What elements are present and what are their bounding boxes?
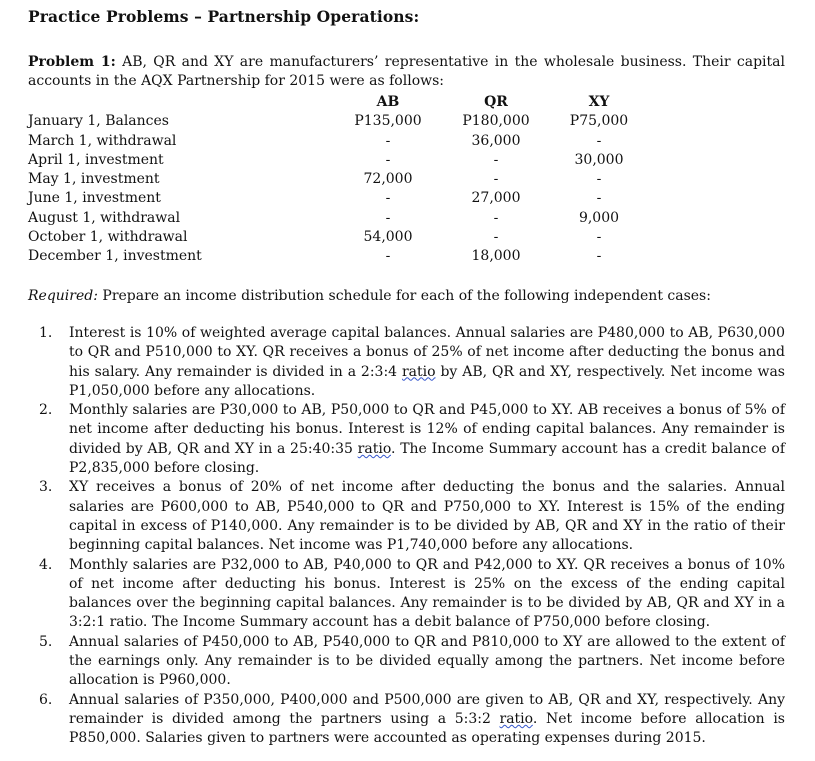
cell-ab: -: [385, 151, 391, 168]
cell-ab: -: [385, 132, 391, 149]
page-title: Practice Problems – Partnership Operations:: [28, 7, 420, 26]
problem-1-intro: [28, 53, 785, 92]
row-label: March 1, withdrawal: [28, 132, 177, 149]
table-row: [28, 112, 638, 131]
cell-ab: -: [385, 190, 391, 207]
item-text: Annual salaries of P450,000 to AB, P540,000 to QR and P810,000 to XY are allowed to the extent of the earnings only. Any remainder is to be divided equally among the partners. Net income before allocation is P960,000.: [69, 633, 785, 689]
cell-qr: -: [493, 171, 499, 188]
cell-qr: 18,000: [471, 248, 521, 265]
row-label: August 1, withdrawal: [28, 209, 181, 226]
item-text-continued: by AB, QR and XY, respectively. Net income was P1,050,000 before any allocations.: [69, 363, 785, 399]
table-row: [28, 170, 638, 189]
item-text: XY receives a bonus of 20% of net income after deducting the bonus and the salaries. Annual salaries are P600,000 to AB, P540,000 to QR and P750,000 to XY. Interest is 15% of the ending capital in excess of P140,000. Any remainder is to be divided by AB, QR and XY in the ratio of their beginning capital balances. Net income was P1,740,000 before any allocations.: [69, 479, 785, 554]
table-header-row: [28, 93, 638, 112]
item-number: 5.: [39, 633, 53, 650]
problem-1-label: Problem 1:: [28, 54, 116, 70]
row-label: May 1, investment: [28, 171, 160, 188]
cell-qr: -: [493, 229, 499, 246]
cell-xy: 30,000: [574, 151, 624, 168]
capital-accounts-table: [28, 93, 638, 267]
row-label: January 1, Balances: [28, 113, 169, 130]
cell-xy: -: [596, 190, 602, 207]
cell-xy: 9,000: [578, 209, 620, 226]
header-xy: XY: [588, 94, 610, 110]
item-text: Monthly salaries are P30,000 to AB, P50,000 to QR and P45,000 to XY. AB receives a bonus of 5% of net income after deducting his bonus. Interest is 12% of ending capital balances. Any remainder is divided by AB, QR and XY in a 25:40:35: [69, 402, 785, 457]
cell-qr: 27,000: [471, 190, 521, 207]
table-row: [28, 189, 638, 208]
item-number: 3.: [39, 479, 53, 496]
spellcheck-marked-word: ratio: [401, 363, 436, 380]
item-text: Annual salaries of P350,000, P400,000 and P500,000 are given to AB, QR and XY, respectively. Any remainder is divided among the partners using a 5:3:2: [69, 691, 785, 727]
table-row: [28, 132, 638, 151]
list-item: [28, 691, 785, 749]
row-label: June 1, investment: [28, 190, 161, 207]
header-ab: AB: [376, 94, 400, 110]
cell-ab: -: [385, 209, 391, 226]
cell-xy: -: [596, 171, 602, 188]
cell-xy: -: [596, 132, 602, 149]
cell-ab: 54,000: [363, 229, 413, 246]
list-item: [28, 324, 785, 401]
cell-ab: P135,000: [354, 113, 422, 130]
cell-ab: -: [385, 248, 391, 265]
table-row: [28, 247, 638, 266]
item-number: 4.: [39, 556, 53, 573]
cell-xy: -: [596, 229, 602, 246]
list-item: [28, 401, 785, 478]
item-text-continued: . The Income Summary account has a credit balance of P2,835,000 before closing.: [69, 440, 785, 477]
table-row: [28, 151, 638, 170]
item-text-continued: . Net income before allocation is P850,000. Salaries given to partners were accounted as operating expenses during 2015.: [69, 710, 785, 747]
table-body: [28, 112, 638, 266]
list-item: [28, 478, 785, 555]
cell-qr: -: [493, 151, 499, 168]
required-instruction: [28, 287, 785, 306]
spellcheck-marked-word: ratio: [357, 440, 391, 457]
cell-qr: -: [493, 209, 499, 226]
item-text: Interest is 10% of weighted average capital balances. Annual salaries are P480,000 to AB, P630,000 to QR and P510,000 to XY. QR receives a bonus of 25% of net income after deducting the bonus and his salary. Any remainder is divided in a 2:3:4: [69, 325, 785, 380]
cell-qr: 36,000: [471, 132, 521, 149]
table-row: [28, 228, 638, 247]
item-number: 6.: [39, 691, 53, 708]
row-label: April 1, investment: [28, 151, 164, 168]
problem-1-text: AB, QR and XY are manufacturers’ representative in the wholesale business. Their capital accounts in the AQX Partnership for 2015 were as follows:: [28, 54, 785, 90]
row-label: December 1, investment: [28, 248, 202, 265]
header-qr: QR: [484, 94, 508, 110]
list-item: [28, 633, 785, 691]
spellcheck-marked-word: ratio: [499, 710, 533, 727]
required-text: Prepare an income distribution schedule for each of the following independent cases:: [102, 288, 711, 304]
required-label: Required:: [28, 288, 98, 304]
item-text: Monthly salaries are P32,000 to AB, P40,000 to QR and P42,000 to XY. QR receives a bonus of 10% of net income after deducting his bonus. Interest is 25% on the excess of the ending capital balances over the beginning capital balances. Any remainder is to be divided by AB, QR and XY in a 3:2:1 ratio. The Income Summary account has a debit balance of P750,000 before closing.: [69, 556, 785, 631]
cell-xy: P75,000: [569, 113, 629, 130]
cell-qr: P180,000: [462, 113, 530, 130]
item-number: 2.: [39, 402, 53, 419]
list-item: [28, 556, 785, 633]
problem-list: [28, 324, 785, 749]
cell-xy: -: [596, 248, 602, 265]
row-label: October 1, withdrawal: [28, 229, 188, 246]
item-number: 1.: [39, 325, 53, 341]
table-row: [28, 209, 638, 228]
cell-ab: 72,000: [363, 171, 413, 188]
